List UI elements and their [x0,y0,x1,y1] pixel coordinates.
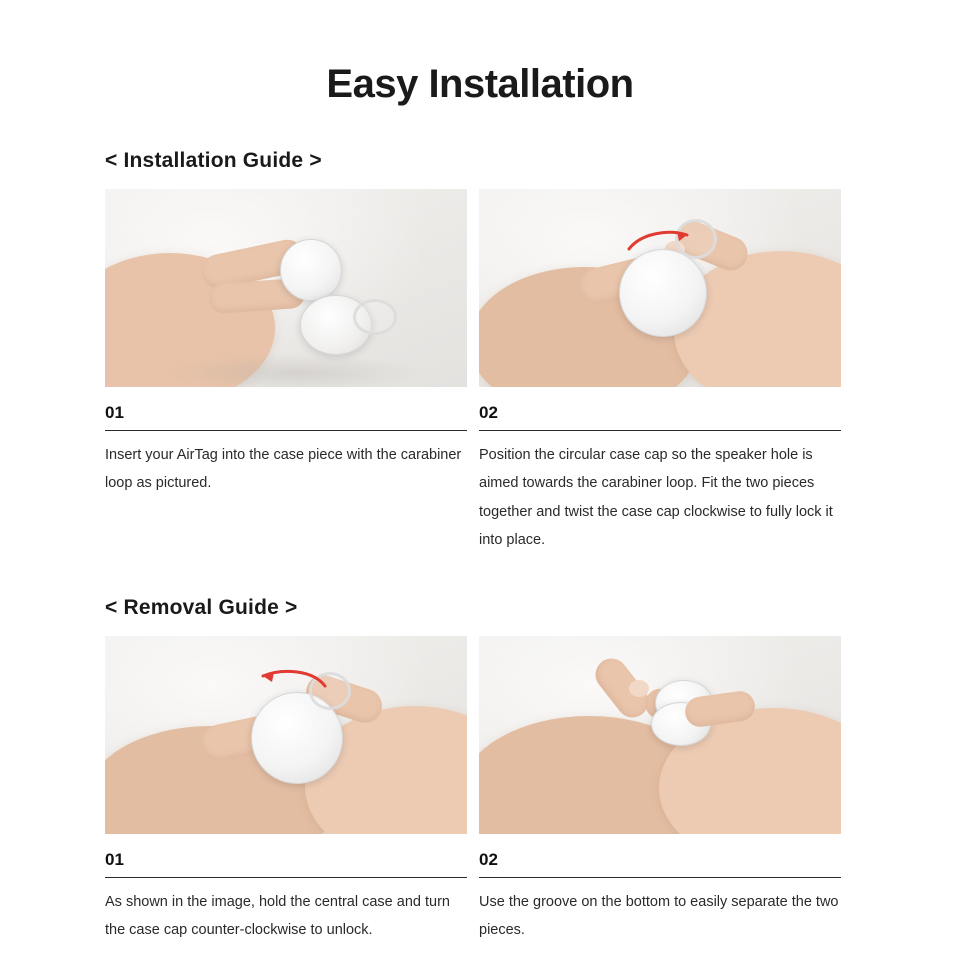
step-image-removal-02 [479,636,841,834]
shadow [165,354,425,387]
step-number: 01 [105,834,467,878]
step-number: 01 [105,387,467,431]
airtag-disc [280,239,342,301]
step-image-removal-01 [105,636,467,834]
step-text: Use the groove on the bottom to easily separate the two pieces. [479,894,839,939]
step-text: Insert your AirTag into the case piece with the carabiner loop as pictured. [105,447,462,492]
installation-guide-section [0,107,960,554]
section-heading-removal: < Removal Guide > [105,596,298,620]
step-text: Position the circular case cap so the speaker hole is aimed towards the carabiner loop. Fit the two pieces together and twist the case cap clockwise to fully lock it into place. [479,447,833,548]
page-title: Easy Installation [326,62,634,106]
step-image-install-02 [479,189,841,387]
step-card [479,636,841,945]
removal-steps [105,636,855,945]
carabiner-loop [353,299,397,335]
section-heading-installation: < Installation Guide > [105,149,322,172]
fingernail-shape [629,680,649,697]
step-text: As shown in the image, hold the central case and turn the case cap counter-clockwise to unlock. [105,894,450,939]
step-card [479,189,841,554]
step-card [105,189,467,554]
clockwise-arrow-icon [625,225,695,259]
case-body [619,249,707,337]
step-number: 02 [479,834,841,878]
installation-steps [105,189,855,554]
step-image-install-01 [105,189,467,387]
counter-clockwise-arrow-icon [255,664,329,698]
step-card [105,636,467,945]
removal-guide-section [0,554,960,945]
step-number: 02 [479,387,841,431]
